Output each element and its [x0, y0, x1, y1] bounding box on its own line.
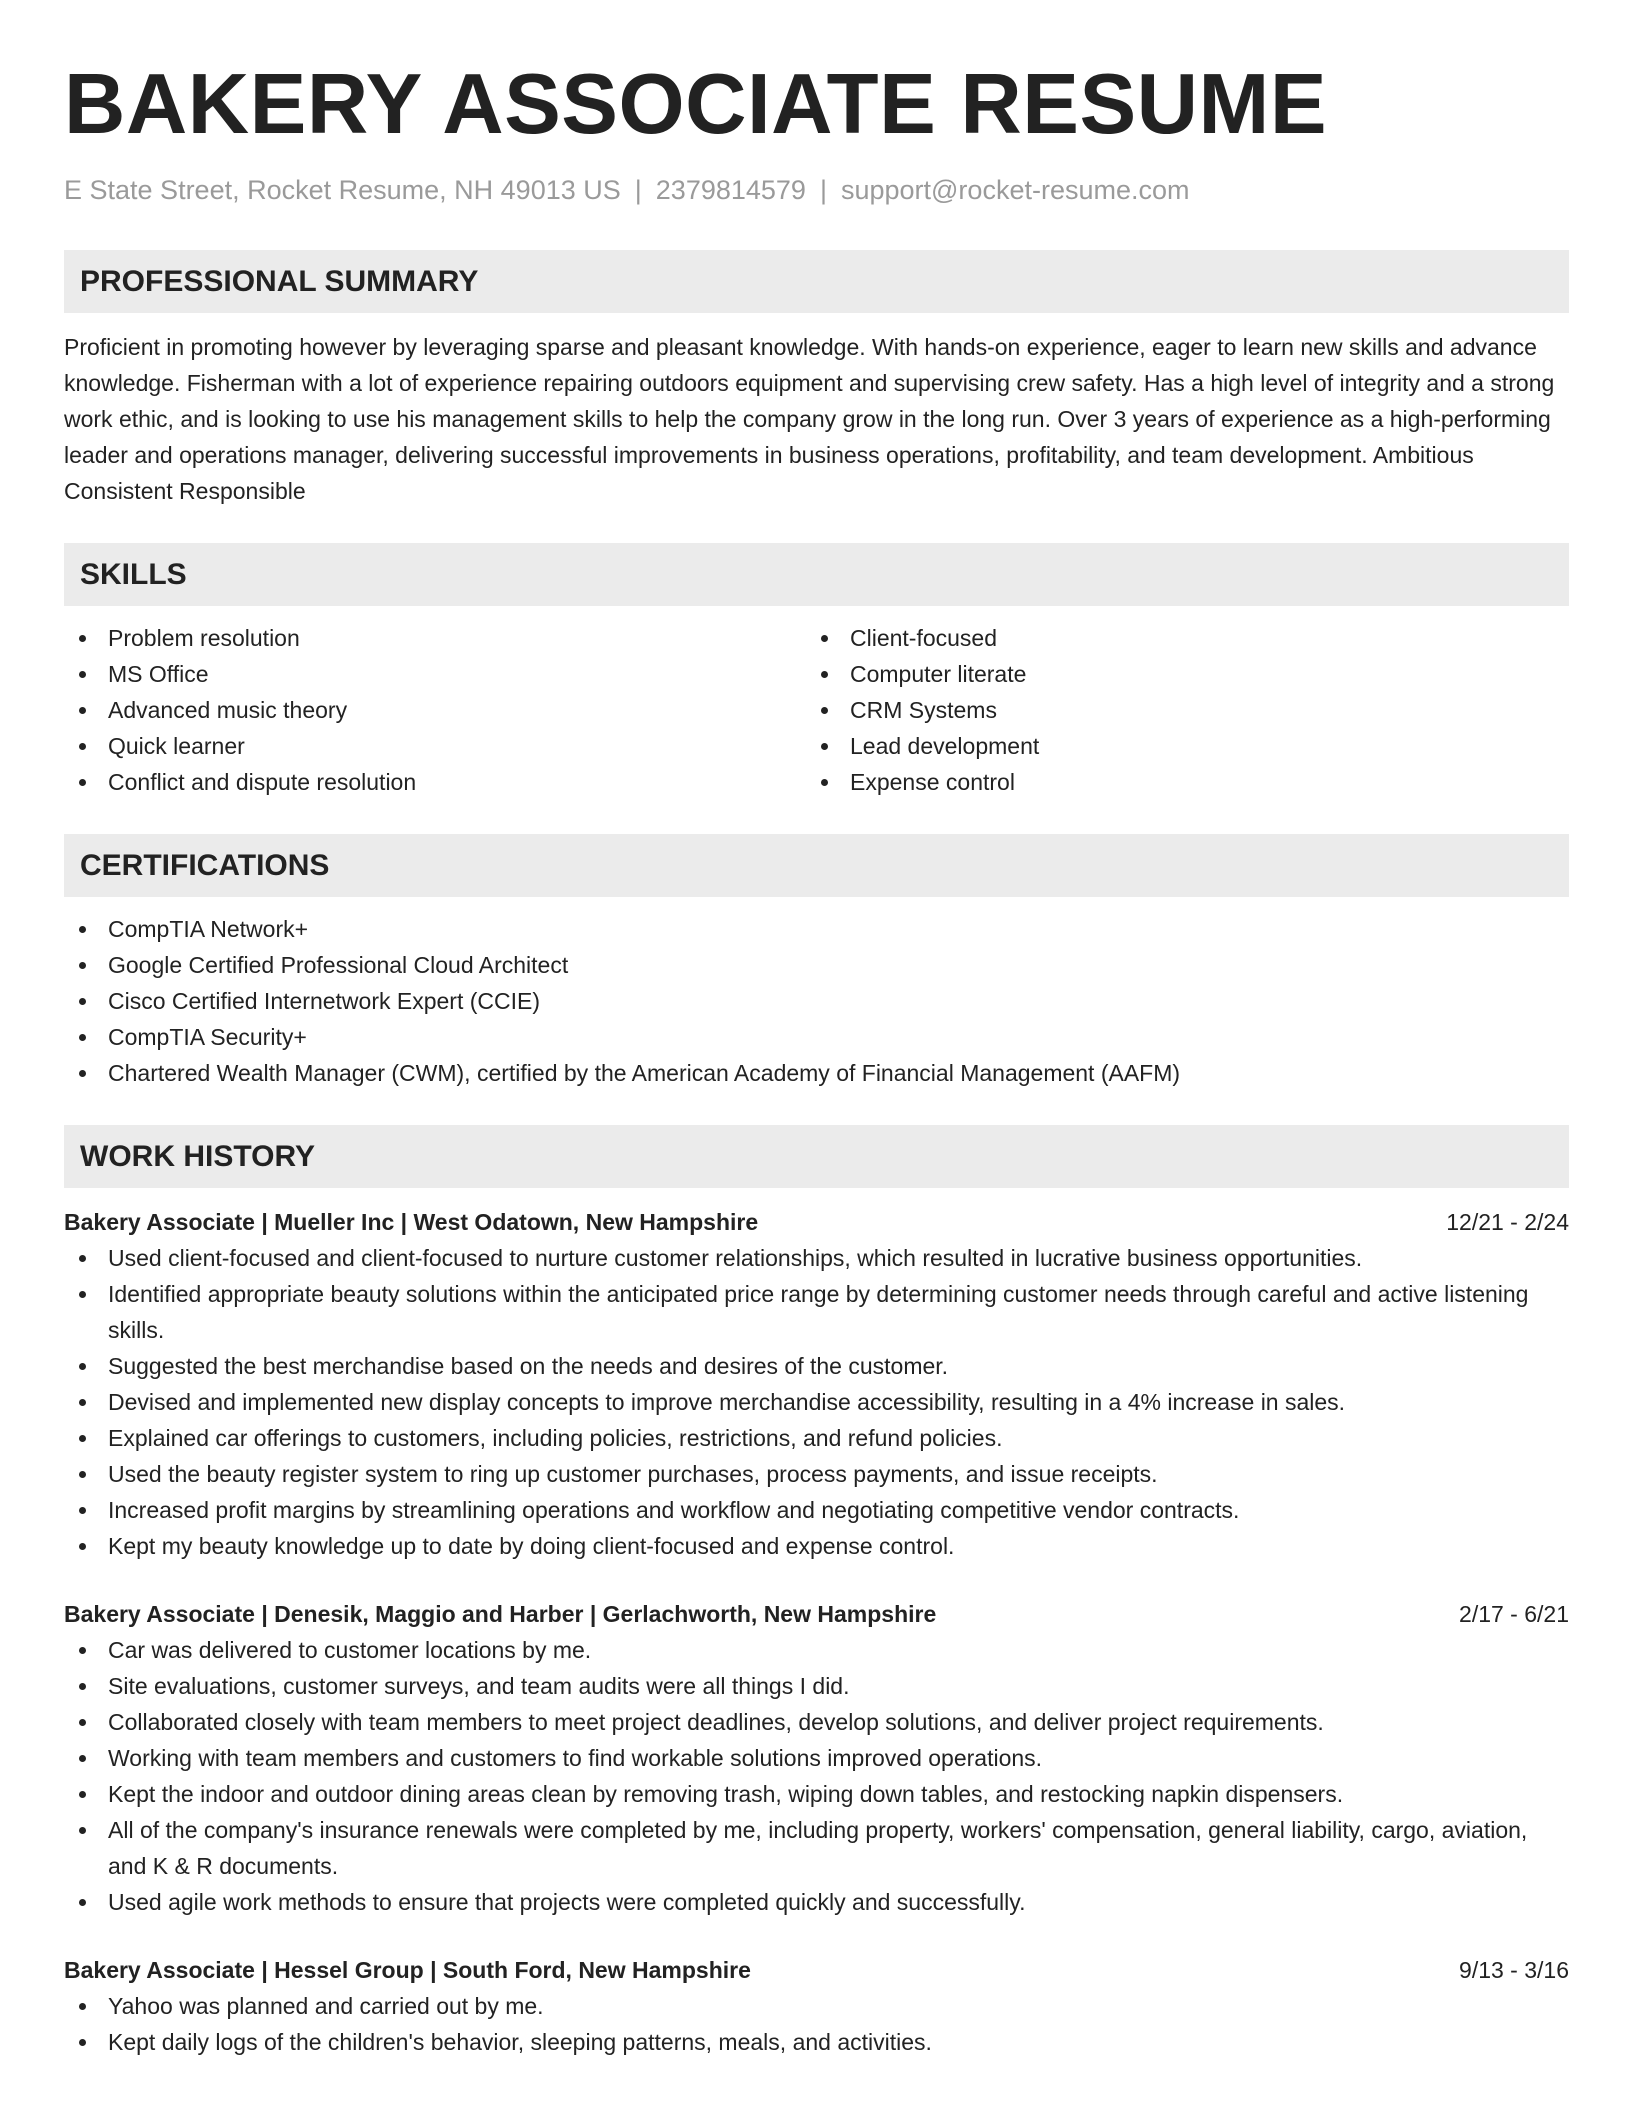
job-entry — [64, 1952, 1569, 2060]
job-duty-item: Yahoo was planned and carried out by me. — [64, 1988, 1569, 2024]
skill-item: Expense control — [806, 764, 1548, 800]
skill-item: CRM Systems — [806, 692, 1548, 728]
skills-list-right — [806, 620, 1548, 800]
job-duty-item: Increased profit margins by streamlining operations and workflow and negotiating competitive vendor contracts. — [64, 1492, 1569, 1528]
job-duty-item: All of the company's insurance renewals were completed by me, including property, workers' compensation, general liability, cargo, aviation, and K & R documents. — [64, 1812, 1569, 1884]
certification-item: Chartered Wealth Manager (CWM), certified by the American Academy of Financial Management (AAFM) — [64, 1055, 1569, 1091]
skills-grid — [64, 620, 1569, 800]
certification-item: Cisco Certified Internetwork Expert (CCIE) — [64, 983, 1569, 1019]
job-duty-item: Working with team members and customers to find workable solutions improved operations. — [64, 1740, 1569, 1776]
skill-item: Conflict and dispute resolution — [64, 764, 806, 800]
skill-item: Quick learner — [64, 728, 806, 764]
job-duty-item: Used the beauty register system to ring up customer purchases, process payments, and issue receipts. — [64, 1456, 1569, 1492]
section-heading-skills: SKILLS — [64, 543, 1569, 606]
job-title: Bakery Associate | Mueller Inc | West Odatown, New Hampshire — [64, 1209, 759, 1235]
job-duty-item: Used client-focused and client-focused to nurture customer relationships, which resulted in lucrative business opportunities. — [64, 1240, 1569, 1276]
job-header — [64, 1952, 1569, 1988]
section-heading-certifications: CERTIFICATIONS — [64, 834, 1569, 897]
job-duty-item: Kept the indoor and outdoor dining areas clean by removing trash, wiping down tables, and restocking napkin dispensers. — [64, 1776, 1569, 1812]
job-entry — [64, 1204, 1569, 1564]
job-title: Bakery Associate | Hessel Group | South Ford, New Hampshire — [64, 1957, 751, 1983]
job-duty-item: Site evaluations, customer surveys, and team audits were all things I did. — [64, 1668, 1569, 1704]
job-duty-item: Explained car offerings to customers, including policies, restrictions, and refund policies. — [64, 1420, 1569, 1456]
skill-item: Client-focused — [806, 620, 1548, 656]
job-dates: 12/21 - 2/24 — [1446, 1209, 1569, 1235]
skill-item: Problem resolution — [64, 620, 806, 656]
job-duty-item: Kept daily logs of the children's behavior, sleeping patterns, meals, and activities. — [64, 2024, 1569, 2060]
certifications-list — [64, 911, 1569, 1091]
skill-item: Advanced music theory — [64, 692, 806, 728]
job-duty-item: Devised and implemented new display concepts to improve merchandise accessibility, resulting in a 4% increase in sales. — [64, 1384, 1569, 1420]
skill-item: Lead development — [806, 728, 1548, 764]
job-duties-list — [64, 1988, 1569, 2060]
job-header — [64, 1204, 1569, 1240]
job-duty-item: Identified appropriate beauty solutions within the anticipated price range by determining customer needs through careful and active listening skills. — [64, 1276, 1569, 1348]
job-duty-item: Used agile work methods to ensure that projects were completed quickly and successfully. — [64, 1884, 1569, 1920]
resume-title: BAKERY ASSOCIATE RESUME — [64, 57, 1328, 152]
job-dates: 9/13 - 3/16 — [1459, 1957, 1569, 1983]
contact-phone: 2379814579 — [655, 175, 806, 205]
job-duty-item: Kept my beauty knowledge up to date by doing client-focused and expense control. — [64, 1528, 1569, 1564]
contact-email: support@rocket-resume.com — [840, 175, 1190, 205]
skills-column-left — [64, 620, 806, 800]
summary-text: Proficient in promoting however by leveraging sparse and pleasant knowledge. With hands-on experience, eager to learn new skills and advance knowledge. Fisherman with a lot of experience repairing outdoors equipment and supervising crew safety. Has a high level of integrity and a strong work ethic, and is looking to use his management skills to help the company grow in the long run. Over 3 years of experience as a high-performing leader and operations manager, delivering successful improvements in business operations, profitability, and team development. Ambitious Consistent Responsible — [64, 334, 1555, 504]
job-duty-item: Suggested the best merchandise based on the needs and desires of the customer. — [64, 1348, 1569, 1384]
job-duties-list — [64, 1240, 1569, 1564]
job-duty-item: Collaborated closely with team members to meet project deadlines, develop solutions, and deliver project requirements. — [64, 1704, 1569, 1740]
job-header — [64, 1596, 1569, 1632]
skills-list-left — [64, 620, 806, 800]
section-heading-summary: PROFESSIONAL SUMMARY — [64, 250, 1569, 313]
section-heading-work-history: WORK HISTORY — [64, 1125, 1569, 1188]
certification-item: CompTIA Network+ — [64, 911, 1569, 947]
contact-separator: | — [819, 175, 827, 205]
resume-content — [64, 50, 1569, 2060]
job-duty-item: Car was delivered to customer locations by me. — [64, 1632, 1569, 1668]
skill-item: MS Office — [64, 656, 806, 692]
skills-column-right — [806, 620, 1548, 800]
job-entry — [64, 1596, 1569, 1920]
skill-item: Computer literate — [806, 656, 1548, 692]
contact-address: E State Street, Rocket Resume, NH 49013 US — [64, 175, 621, 205]
job-duties-list — [64, 1632, 1569, 1920]
certification-item: CompTIA Security+ — [64, 1019, 1569, 1055]
contact-separator: | — [634, 175, 642, 205]
certification-item: Google Certified Professional Cloud Architect — [64, 947, 1569, 983]
contact-line — [64, 172, 1569, 208]
job-dates: 2/17 - 6/21 — [1459, 1601, 1569, 1627]
job-title: Bakery Associate | Denesik, Maggio and Harber | Gerlachworth, New Hampshire — [64, 1601, 937, 1627]
